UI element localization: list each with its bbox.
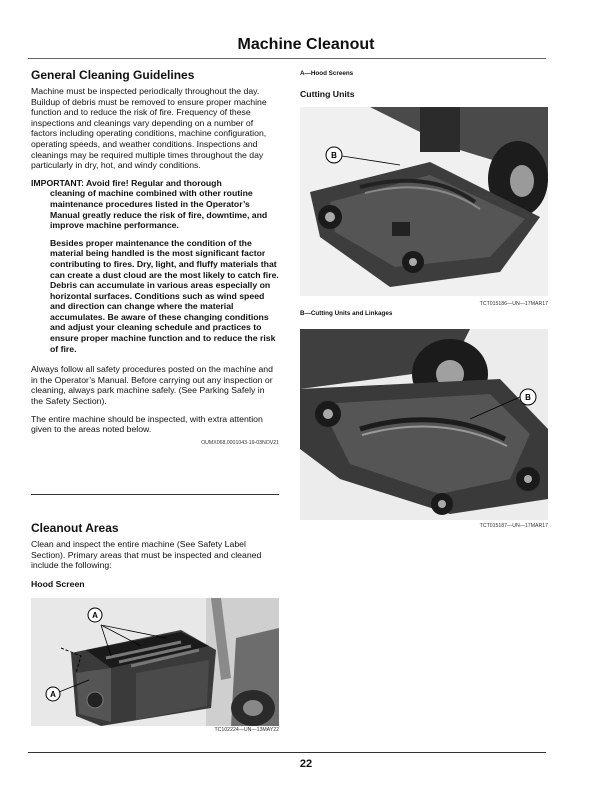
hood-screen-photo — [31, 598, 279, 726]
caption-hood-screens: A—Hood Screens — [300, 70, 354, 77]
general-cleaning-heading: General Cleaning Guidelines — [31, 68, 195, 82]
footer-divider — [28, 752, 546, 753]
image2-code: TCT015187—UN—17MAR17 — [479, 523, 548, 529]
right-column — [300, 70, 548, 99]
callout-b-2-label: B — [525, 393, 531, 402]
reference-code: OUMX068,0001043-19-03NOV21 — [201, 439, 279, 446]
callout-a-top-label: A — [92, 611, 98, 620]
hood-image-code: TC102224—UN—13MAY22 — [214, 727, 279, 733]
cleanout-section — [31, 521, 279, 589]
image1-code-wrap — [300, 301, 548, 317]
cleanout-text: Clean and inspect the entire machine (See Safety Label Section). Primary areas that must be inspected and cleaned include the following: — [31, 539, 262, 571]
hood-screen-heading: Hood Screen — [31, 578, 85, 589]
image1-code: TCT015186—UN—17MAR17 — [479, 301, 548, 307]
hood-screen-illustration — [31, 598, 279, 726]
cleanout-heading: Cleanout Areas — [31, 521, 119, 535]
section-divider-left — [31, 494, 279, 495]
important-label: IMPORTANT: — [31, 177, 84, 188]
page-number: 22 — [299, 758, 313, 770]
safety-procedures-text: Always follow all safety procedures posted on the machine and in the Operator’s Manual. Before carrying out any inspection or cleaning, always park machine safely. (See Parking Safely in the Safety Section). — [31, 364, 273, 407]
cutting-units-heading: Cutting Units — [300, 89, 355, 99]
cutting-units-illustration-1 — [300, 107, 548, 296]
hood-image-code-wrap — [31, 727, 279, 733]
important-para2: Besides proper maintenance the condition of the material being handled is the most significant factor contributing to fires. Dry, light, and fluffy materials that can create a dust cloud are the most likely to catch fire. Debris can accumulate in various areas especially on horizontal surfaces. Conditions such as wind speed and direction can change where the material accumulates. Be aware of these changing conditions and adjust your cleaning schedule and practices to ensure proper machine function and to reduce the risk of fire. — [50, 237, 279, 354]
page-title: Machine Cleanout — [237, 36, 375, 53]
important-rest: cleaning of machine combined with other routine maintenance procedures listed in the Operator’s Manual greatly reduce the risk of fire, downtime, and improve machine performance. — [50, 188, 268, 231]
important-lead — [31, 178, 279, 189]
important-first-line: Avoid fire! Regular and thorough — [86, 177, 222, 188]
cutting-units-photo-2 — [300, 329, 548, 520]
inspect-text: The entire machine should be inspected, with extra attention given to the areas noted below. — [31, 413, 263, 435]
cutting-units-photo-1 — [300, 107, 548, 296]
callout-a-bottom-label: A — [50, 690, 56, 699]
general-intro-text: Machine must be inspected periodically throughout the day. Buildup of debris must be removed to ensure proper machine function and to reduce the risk of fire. Frequency of these inspections and cleanings vary depending on a number of factors including operating conditions, machine configuration, operating speeds, and weather conditions. Inspections and cleanings may be required multiple times throughout the day particularly in dry, hot, and windy conditions. — [31, 86, 267, 171]
left-column — [31, 68, 279, 446]
important-notice — [31, 178, 279, 355]
image2-code-wrap — [300, 523, 548, 529]
caption-cutting-units: B—Cutting Units and Linkages — [300, 310, 393, 317]
callout-b-1-label: B — [331, 151, 337, 160]
cutting-units-illustration-2 — [300, 329, 548, 520]
title-divider — [28, 58, 546, 59]
